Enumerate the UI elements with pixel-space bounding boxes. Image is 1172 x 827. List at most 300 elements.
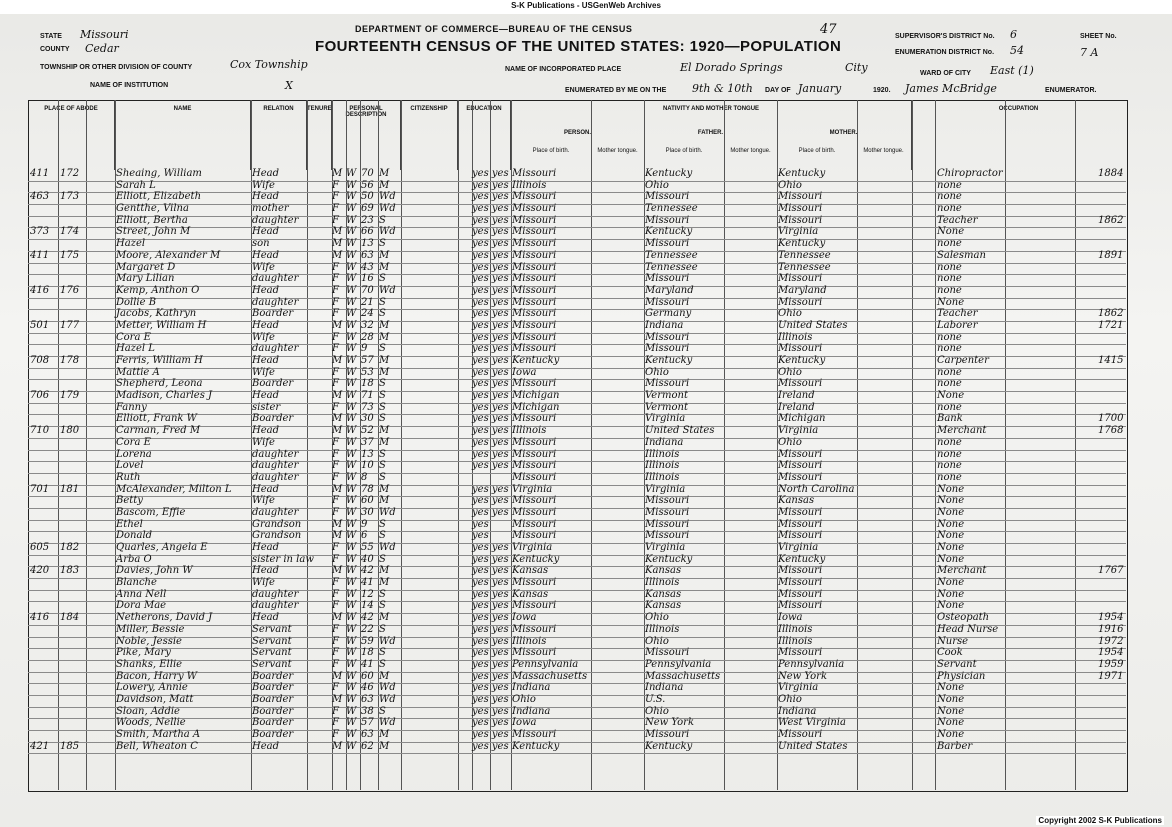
- cell-birth: Michigan: [512, 390, 560, 402]
- cell-age: 23: [361, 214, 374, 226]
- cell-edu: yes yes: [472, 390, 509, 402]
- cell-edu: yes yes: [472, 740, 509, 752]
- cell-ms: S: [379, 448, 386, 460]
- cell-birth: Virginia: [512, 542, 553, 553]
- cell-mother: Ohio: [778, 693, 802, 705]
- cell-edu: yes yes: [472, 565, 509, 577]
- cell-name: Quarles, Angela E: [116, 542, 208, 553]
- cell-birth: Missouri: [512, 518, 557, 530]
- cell-birth: Missouri: [512, 495, 557, 507]
- cell-mother: New York: [778, 670, 827, 682]
- cell-birth: Missouri: [512, 214, 557, 226]
- cell-name: McAlexander, Milton L: [116, 483, 232, 495]
- cell-sex: M: [332, 565, 343, 577]
- enumerated-day: 9th & 10th: [692, 82, 753, 95]
- cell-race: W: [346, 331, 357, 343]
- cell-father: Missouri: [645, 191, 690, 203]
- cell-sex: F: [332, 179, 339, 191]
- cell-mother: Virginia: [778, 226, 819, 238]
- cell-edu: yes yes: [472, 658, 509, 670]
- cell-occ: none: [937, 203, 962, 215]
- cell-m: 1891: [1098, 249, 1124, 261]
- cell-ms: M: [379, 355, 390, 366]
- cell-age: 42: [361, 612, 374, 624]
- cell-edu: yes yes: [472, 436, 509, 448]
- cell-rel: daughter: [252, 214, 299, 226]
- cell-birth: Missouri: [512, 647, 557, 659]
- cell-edu: yes yes: [472, 366, 509, 378]
- cell-father: Tennessee: [645, 203, 698, 215]
- cell-sex: F: [332, 495, 339, 507]
- cell-occ: None: [937, 588, 965, 600]
- cell-age: 28: [361, 331, 374, 343]
- cell-father: Illinois: [645, 448, 680, 460]
- header-father-birthplace: Place of birth.: [665, 148, 703, 154]
- cell-name: Sheaing, William: [116, 168, 202, 179]
- cell-sex: F: [332, 284, 339, 296]
- header-place-of-abode: PLACE OF ABODE: [28, 100, 115, 170]
- cell-occ: Carpenter: [937, 355, 989, 366]
- cell-edu: yes yes: [472, 343, 509, 355]
- cell-edu: yes yes: [472, 483, 509, 495]
- cell-mother: Missouri: [778, 600, 823, 612]
- cell-birth: Iowa: [512, 717, 537, 729]
- cell-ms: S: [379, 471, 386, 483]
- cell-edu: yes yes: [472, 542, 509, 553]
- header-nativity: NATIVITY AND MOTHER TONGUE PERSON. FATHER. MOTHER. Place of birth. Mother tongue. Place of birth. Mother tongue. Place of birth. Mother tongue.: [511, 100, 912, 170]
- cell-rel: Head: [252, 355, 280, 366]
- cell-age: 63: [361, 693, 374, 705]
- cell-name: Dollie B: [116, 296, 157, 308]
- cell-father: Virginia: [645, 413, 686, 425]
- cell-race: W: [346, 261, 357, 273]
- cell-edu: yes yes: [472, 705, 509, 717]
- cell-age: 53: [361, 366, 374, 378]
- cell-mother: Indiana: [778, 705, 817, 717]
- cell-name: Cora E: [116, 436, 151, 448]
- cell-occ: None: [937, 226, 965, 238]
- cell-age: 21: [361, 296, 374, 308]
- cell-race: W: [346, 717, 357, 729]
- header-education: EDUCATION: [458, 100, 511, 170]
- cell-ms: M: [379, 740, 390, 752]
- cell-father: Maryland: [645, 284, 694, 296]
- cell-race: W: [346, 483, 357, 495]
- cell-father: Missouri: [645, 518, 690, 530]
- cell-dwelling: 708: [30, 355, 50, 366]
- cell-sex: M: [332, 612, 343, 624]
- header-father: FATHER.: [697, 130, 724, 136]
- cell-sex: M: [332, 740, 343, 752]
- cell-name: Margaret D: [116, 261, 176, 273]
- cell-race: W: [346, 203, 357, 215]
- cell-age: 13: [361, 238, 374, 250]
- cell-occ: Head Nurse: [937, 623, 999, 635]
- cell-father: Illinois: [645, 623, 680, 635]
- cell-sex: M: [332, 670, 343, 682]
- cell-race: W: [346, 495, 357, 507]
- cell-birth: Missouri: [512, 530, 557, 542]
- cell-race: W: [346, 471, 357, 483]
- cell-edu: yes yes: [472, 378, 509, 390]
- cell-race: W: [346, 284, 357, 296]
- cell-sex: F: [332, 600, 339, 612]
- cell-father: Missouri: [645, 495, 690, 507]
- county-value: Cedar: [85, 42, 119, 55]
- cell-father: Missouri: [645, 647, 690, 659]
- cell-rel: Wife: [252, 436, 275, 448]
- cell-occ: Bank: [937, 413, 963, 425]
- cell-sex: F: [332, 436, 339, 448]
- cell-birth: Ohio: [512, 693, 536, 705]
- cell-father: Illinois: [645, 471, 680, 483]
- cell-edu: yes yes: [472, 203, 509, 215]
- cell-mother: Illinois: [778, 623, 813, 635]
- cell-family: 179: [60, 390, 80, 402]
- cell-birth: Illinois: [512, 635, 547, 647]
- enum-district-label: ENUMERATION DISTRICT No.: [895, 49, 995, 56]
- cell-rel: Boarder: [252, 413, 294, 425]
- cell-name: Pike, Mary: [116, 647, 171, 659]
- cell-rel: Boarder: [252, 705, 294, 717]
- cell-edu: yes yes: [472, 238, 509, 250]
- cell-father: Ohio: [645, 179, 669, 191]
- cell-sex: F: [332, 366, 339, 378]
- cell-name: Miller, Bessie: [116, 623, 185, 635]
- cell-edu: yes yes: [472, 308, 509, 320]
- cell-name: Netherons, David J: [116, 612, 213, 624]
- cell-sex: M: [332, 693, 343, 705]
- header-father-tongue: Mother tongue.: [730, 148, 771, 154]
- cell-sex: M: [332, 226, 343, 238]
- cell-ms: M: [379, 261, 390, 273]
- cell-ms: M: [379, 179, 390, 191]
- cell-rel: Wife: [252, 366, 275, 378]
- cell-m: 1954: [1098, 647, 1124, 659]
- cell-father: Ohio: [645, 612, 669, 624]
- cell-father: Virginia: [645, 483, 686, 495]
- cell-father: Missouri: [645, 729, 690, 740]
- cell-age: 42: [361, 565, 374, 577]
- header-occupation: OCCUPATION: [998, 106, 1039, 112]
- department-title: DEPARTMENT OF COMMERCE—BUREAU OF THE CENSUS: [355, 24, 633, 34]
- cell-rel: Boarder: [252, 378, 294, 390]
- cell-edu: yes yes: [472, 249, 509, 261]
- cell-ms: S: [379, 214, 386, 226]
- cell-race: W: [346, 705, 357, 717]
- cell-edu: yes yes: [472, 273, 509, 285]
- cell-m: 1954: [1098, 612, 1124, 624]
- cell-mother: Ireland: [778, 390, 815, 402]
- cell-name: Dora Mae: [116, 600, 167, 612]
- cell-family: 178: [60, 355, 80, 366]
- cell-ms: S: [379, 413, 386, 425]
- cell-edu: yes yes: [472, 179, 509, 191]
- enumerated-label: ENUMERATED BY ME ON THE: [565, 87, 667, 94]
- cell-name: Bacon, Harry W: [116, 670, 198, 682]
- cell-race: W: [346, 413, 357, 425]
- cell-birth: Missouri: [512, 460, 557, 472]
- cell-name: Ruth: [116, 471, 141, 483]
- cell-sex: M: [332, 390, 343, 402]
- state-label: STATE: [40, 33, 62, 40]
- cell-age: 14: [361, 600, 374, 612]
- cell-birth: Michigan: [512, 401, 560, 413]
- cell-name: Anna Nell: [116, 588, 167, 600]
- cell-name: Donald: [116, 530, 153, 542]
- cell-birth: Kansas: [512, 588, 549, 600]
- cell-ms: M: [379, 249, 390, 261]
- cell-name: Lorena: [116, 448, 152, 460]
- cell-birth: Missouri: [512, 436, 557, 448]
- cell-occ: none: [937, 261, 962, 273]
- cell-mother: Virginia: [778, 542, 819, 553]
- cell-mother: Missouri: [778, 565, 823, 577]
- cell-occ: none: [937, 366, 962, 378]
- cell-race: W: [346, 530, 357, 542]
- cell-father: Kentucky: [645, 168, 693, 179]
- cell-name: Carman, Fred M: [116, 425, 201, 437]
- cell-edu: yes yes: [472, 682, 509, 694]
- cell-m: 1768: [1098, 425, 1124, 437]
- cell-name: Elliott, Frank W: [116, 413, 197, 425]
- cell-age: 59: [361, 635, 374, 647]
- cell-name: Fanny: [116, 401, 147, 413]
- cell-ms: M: [379, 612, 390, 624]
- cell-birth: Missouri: [512, 577, 557, 589]
- cell-mother: Ohio: [778, 436, 802, 448]
- cell-mother: Kentucky: [778, 168, 826, 179]
- cell-occ: none: [937, 284, 962, 296]
- cell-age: 56: [361, 179, 374, 191]
- cell-mother: Kentucky: [778, 553, 826, 565]
- cell-m: 1862: [1098, 308, 1124, 320]
- cell-rel: Head: [252, 565, 280, 577]
- cell-birth: Kentucky: [512, 740, 560, 752]
- cell-birth: Missouri: [512, 238, 557, 250]
- cell-name: Bell, Wheaton C: [116, 740, 198, 752]
- cell-father: Indiana: [645, 682, 684, 694]
- cell-sex: F: [332, 682, 339, 694]
- cell-mother: Missouri: [778, 518, 823, 530]
- day-of-label: DAY OF: [765, 87, 791, 94]
- cell-sex: F: [332, 191, 339, 203]
- cell-rel: Servant: [252, 647, 292, 659]
- cell-rel: daughter: [252, 600, 299, 612]
- cell-edu: yes yes: [472, 226, 509, 238]
- cell-age: 63: [361, 729, 374, 740]
- cell-race: W: [346, 366, 357, 378]
- cell-name: Sarah L: [116, 179, 156, 191]
- cell-rel: Head: [252, 249, 280, 261]
- cell-father: Missouri: [645, 296, 690, 308]
- cell-dwelling: 706: [30, 390, 50, 402]
- cell-sex: F: [332, 203, 339, 215]
- cell-rel: Head: [252, 740, 280, 752]
- cell-sex: M: [332, 249, 343, 261]
- cell-race: W: [346, 553, 357, 565]
- header-person-tongue: Mother tongue.: [597, 148, 638, 154]
- cell-mother: Missouri: [778, 471, 823, 483]
- cell-rel: daughter: [252, 588, 299, 600]
- cell-sex: F: [332, 506, 339, 518]
- cell-rel: son: [252, 238, 270, 250]
- cell-sex: F: [332, 542, 339, 553]
- cell-dwelling: 416: [30, 284, 50, 296]
- cell-mother: Ohio: [778, 366, 802, 378]
- cell-family: 173: [60, 191, 80, 203]
- cell-age: 18: [361, 378, 374, 390]
- cell-ms: S: [379, 588, 386, 600]
- cell-father: Pennsylvania: [645, 658, 712, 670]
- cell-sex: M: [332, 518, 343, 530]
- cell-rel: daughter: [252, 448, 299, 460]
- cell-sex: F: [332, 623, 339, 635]
- cell-occ: Merchant: [937, 565, 987, 577]
- cell-name: Gentthe, Vilna: [116, 203, 189, 215]
- cell-edu: yes yes: [472, 506, 509, 518]
- cell-edu: yes yes: [472, 261, 509, 273]
- cell-father: Missouri: [645, 331, 690, 343]
- cell-father: Ohio: [645, 635, 669, 647]
- cell-age: 57: [361, 717, 374, 729]
- cell-birth: Kentucky: [512, 553, 560, 565]
- cell-age: 18: [361, 647, 374, 659]
- cell-occ: Barber: [937, 740, 973, 752]
- cell-mother: Missouri: [778, 343, 823, 355]
- cell-birth: Illinois: [512, 425, 547, 437]
- cell-age: 50: [361, 191, 374, 203]
- cell-name: Hazel: [116, 238, 146, 250]
- cell-rel: Head: [252, 390, 280, 402]
- cell-mother: Missouri: [778, 530, 823, 542]
- cell-dwelling: 416: [30, 612, 50, 624]
- cell-sex: F: [332, 553, 339, 565]
- cell-birth: Missouri: [512, 623, 557, 635]
- cell-m: 1721: [1098, 319, 1124, 331]
- cell-father: Missouri: [645, 343, 690, 355]
- cell-race: W: [346, 249, 357, 261]
- header-person-birthplace: Place of birth.: [532, 148, 570, 154]
- cell-age: 38: [361, 705, 374, 717]
- ward-label: WARD OF CITY: [920, 70, 971, 77]
- cell-mother: Kentucky: [778, 238, 826, 250]
- cell-edu: yes yes: [472, 296, 509, 308]
- cell-edu: yes yes: [472, 729, 509, 740]
- cell-ms: S: [379, 600, 386, 612]
- cell-mother: Missouri: [778, 273, 823, 285]
- cell-name: Cora E: [116, 331, 151, 343]
- cell-ms: S: [379, 238, 386, 250]
- cell-ms: M: [379, 168, 390, 179]
- cell-sex: M: [332, 168, 343, 179]
- cell-name: Davies, John W: [116, 565, 193, 577]
- census-rows: [28, 170, 1126, 754]
- cell-age: 12: [361, 588, 374, 600]
- cell-ms: Wd: [379, 682, 396, 694]
- cell-sex: M: [332, 319, 343, 331]
- cell-age: 8: [361, 471, 368, 483]
- place-type: City: [845, 61, 868, 74]
- cell-dwelling: 421: [30, 740, 50, 752]
- cell-name: Elliott, Bertha: [116, 214, 188, 226]
- cell-name: Kemp, Anthon O: [116, 284, 200, 296]
- cell-mother: Missouri: [778, 448, 823, 460]
- cell-rel: daughter: [252, 273, 299, 285]
- cell-age: 60: [361, 495, 374, 507]
- cell-age: 70: [361, 168, 374, 179]
- cell-ms: M: [379, 483, 390, 495]
- place-value: El Dorado Springs: [680, 61, 783, 74]
- cell-rel: Servant: [252, 658, 292, 670]
- cell-age: 41: [361, 577, 374, 589]
- cell-sex: F: [332, 401, 339, 413]
- cell-age: 62: [361, 740, 374, 752]
- cell-name: Arba O: [116, 553, 152, 565]
- cell-father: Germany: [645, 308, 692, 320]
- census-title: FOURTEENTH CENSUS OF THE UNITED STATES: 1920—POPULATION: [315, 38, 842, 55]
- cell-occ: Nurse: [937, 635, 969, 647]
- cell-sex: F: [332, 343, 339, 355]
- cell-race: W: [346, 740, 357, 752]
- cell-name: Shanks, Ellie: [116, 658, 183, 670]
- header-name: NAME: [115, 100, 251, 170]
- cell-father: Illinois: [645, 460, 680, 472]
- cell-name: Bascom, Effie: [116, 506, 186, 518]
- cell-rel: Head: [252, 612, 280, 624]
- cell-sex: M: [332, 413, 343, 425]
- cell-father: Missouri: [645, 273, 690, 285]
- cell-rel: Wife: [252, 495, 275, 507]
- cell-m: 1972: [1098, 635, 1124, 647]
- cell-name: Street, John M: [116, 226, 191, 238]
- cell-rel: Head: [252, 319, 280, 331]
- cell-family: 176: [60, 284, 80, 296]
- cell-ms: M: [379, 729, 390, 740]
- cell-race: W: [346, 565, 357, 577]
- cell-occ: none: [937, 436, 962, 448]
- cell-edu: yes yes: [472, 168, 509, 179]
- publisher-label: S-K Publications - USGenWeb Archives: [511, 1, 661, 10]
- cell-occ: None: [937, 577, 965, 589]
- cell-m: 1959: [1098, 658, 1124, 670]
- header-mother-birthplace: Place of birth.: [798, 148, 836, 154]
- cell-occ: Physician: [937, 670, 986, 682]
- cell-age: 30: [361, 413, 374, 425]
- cell-ms: S: [379, 460, 386, 472]
- county-label: COUNTY: [40, 46, 70, 53]
- township-value: Cox Township: [230, 58, 308, 71]
- cell-age: 66: [361, 226, 374, 238]
- cell-race: W: [346, 355, 357, 366]
- cell-birth: Missouri: [512, 600, 557, 612]
- cell-edu: yes yes: [472, 495, 509, 507]
- cell-name: Metter, William H: [116, 319, 207, 331]
- cell-age: 22: [361, 623, 374, 635]
- cell-birth: Pennsylvania: [512, 658, 579, 670]
- cell-race: W: [346, 635, 357, 647]
- cell-edu: yes yes: [472, 448, 509, 460]
- cell-occ: Merchant: [937, 425, 987, 437]
- cell-sex: F: [332, 460, 339, 472]
- cell-race: W: [346, 436, 357, 448]
- cell-age: 55: [361, 542, 374, 553]
- cell-sex: F: [332, 308, 339, 320]
- header-personal-description: PERSONAL DESCRIPTION: [332, 100, 401, 170]
- cell-race: W: [346, 425, 357, 437]
- cell-race: W: [346, 623, 357, 635]
- cell-mother: Missouri: [778, 577, 823, 589]
